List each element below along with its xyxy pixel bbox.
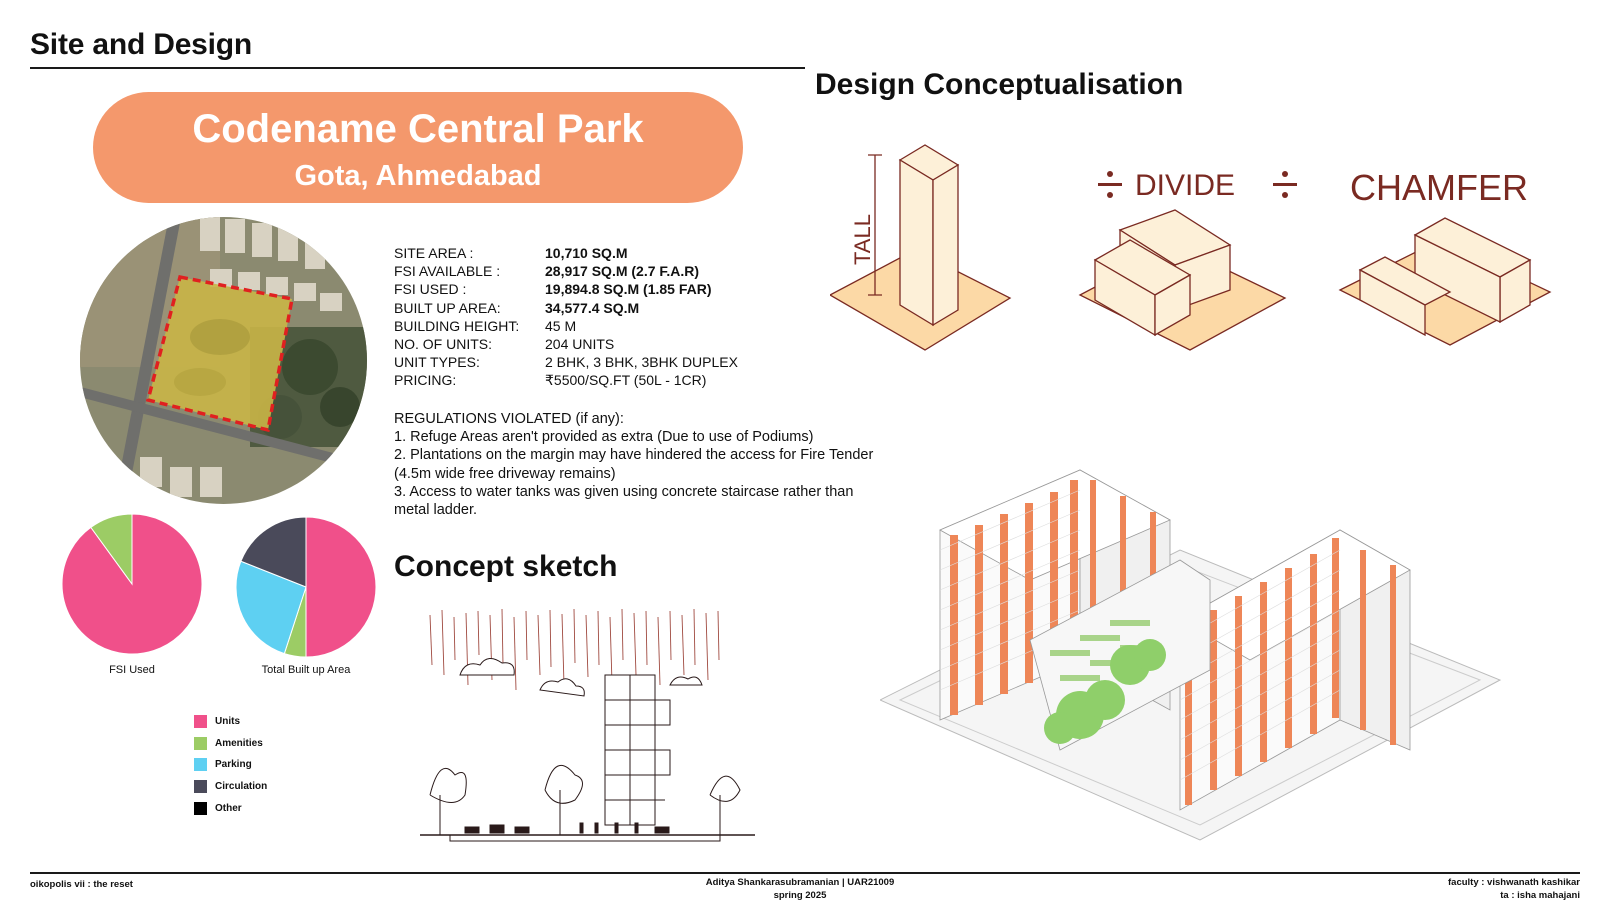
site-statistics bbox=[394, 244, 738, 390]
fsi-used-pie-chart bbox=[61, 513, 203, 655]
footer-semester: spring 2025 bbox=[773, 890, 827, 900]
regulations-heading: REGULATIONS VIOLATED (if any): bbox=[394, 411, 624, 427]
regulation-line: (4.5m wide free driveway remains) bbox=[394, 465, 616, 482]
stat-row bbox=[394, 262, 738, 280]
stat-row bbox=[394, 317, 738, 335]
massing-concept-diagrams bbox=[830, 140, 1575, 370]
stat-value: 34,577.4 SQ.M bbox=[545, 299, 640, 316]
footer-faculty bbox=[1380, 876, 1580, 900]
chamfer-label: CHAMFER bbox=[1350, 167, 1528, 208]
legend-label: Parking bbox=[215, 759, 252, 771]
built-up-area-pie-chart bbox=[235, 516, 377, 658]
regulations-block bbox=[394, 410, 924, 519]
legend-label: Circulation bbox=[215, 781, 268, 793]
stat-label: NO. OF UNITS: bbox=[394, 336, 492, 353]
regulation-line: 2. Plantations on the margin may have hindered the access for Fire Tender bbox=[394, 447, 874, 464]
legend-swatch bbox=[194, 737, 207, 750]
pie-slice-units bbox=[306, 517, 376, 657]
chart-legend bbox=[194, 711, 267, 819]
footer-author-name: Aditya Shankarasubramanian | UAR21009 bbox=[705, 877, 895, 888]
legend-swatch bbox=[194, 758, 207, 771]
legend-swatch bbox=[194, 715, 207, 728]
legend-item bbox=[194, 754, 267, 776]
stat-row bbox=[394, 371, 738, 389]
site-satellite-map bbox=[80, 217, 367, 504]
project-banner bbox=[93, 92, 743, 203]
legend-item bbox=[194, 711, 267, 733]
stat-label: BUILT UP AREA: bbox=[394, 299, 501, 316]
project-location: Gota, Ahmedabad bbox=[294, 160, 542, 192]
axonometric-building-render bbox=[880, 410, 1520, 860]
stat-row bbox=[394, 353, 738, 371]
divide-massing bbox=[1080, 210, 1285, 350]
regulation-line: 3. Access to water tanks was given using concrete staircase rather than bbox=[394, 483, 854, 500]
divide-symbol-right bbox=[1273, 171, 1297, 198]
stat-row bbox=[394, 299, 738, 317]
built-up-area-chart-title: Total Built up Area bbox=[261, 664, 351, 676]
fsi-used-chart-title: FSI Used bbox=[109, 664, 155, 676]
concept-sketch-drawing bbox=[420, 605, 755, 850]
page-title: Site and Design bbox=[30, 28, 253, 61]
footer-divider bbox=[30, 872, 1580, 874]
legend-label: Units bbox=[215, 716, 240, 728]
regulation-line: 1. Refuge Areas aren't provided as extra (Due to use of Podiums) bbox=[394, 429, 814, 446]
stat-value: 204 UNITS bbox=[545, 336, 615, 353]
stat-value: 28,917 SQ.M (2.7 F.A.R) bbox=[545, 263, 700, 280]
footer-course-name: oikopolis vii : the reset bbox=[30, 879, 133, 890]
stat-label: FSI USED : bbox=[394, 281, 467, 298]
stat-value: 10,710 SQ.M bbox=[545, 245, 628, 261]
stat-row bbox=[394, 244, 738, 262]
footer-faculty-name: faculty : vishwanath kashikar bbox=[1448, 877, 1580, 888]
legend-swatch bbox=[194, 780, 207, 793]
regulation-line: metal ladder. bbox=[394, 502, 478, 519]
legend-item bbox=[194, 776, 267, 798]
chamfer-massing bbox=[1340, 218, 1550, 345]
design-conceptualisation-heading: Design Conceptualisation bbox=[815, 68, 1184, 101]
legend-swatch bbox=[194, 802, 207, 815]
divide-symbol-left bbox=[1098, 171, 1122, 198]
tall-label: TALL bbox=[850, 214, 875, 265]
concept-sketch-heading: Concept sketch bbox=[394, 550, 618, 583]
project-name: Codename Central Park bbox=[192, 107, 644, 151]
stat-value: 45 M bbox=[545, 317, 577, 334]
footer-ta-name: ta : isha mahajani bbox=[1500, 890, 1580, 900]
divide-label: DIVIDE bbox=[1135, 169, 1236, 202]
title-divider bbox=[30, 67, 805, 69]
legend-item bbox=[194, 797, 267, 819]
legend-item bbox=[194, 733, 267, 755]
stat-row bbox=[394, 335, 738, 353]
legend-label: Other bbox=[215, 802, 242, 814]
stat-value: ₹5500/SQ.FT (50L - 1CR) bbox=[545, 372, 707, 389]
stat-label: PRICING: bbox=[394, 372, 457, 389]
footer-author bbox=[650, 876, 950, 900]
stat-label: FSI AVAILABLE : bbox=[394, 263, 501, 280]
stat-value: 2 BHK, 3 BHK, 3BHK DUPLEX bbox=[545, 354, 738, 371]
stat-value: 19,894.8 SQ.M (1.85 FAR) bbox=[545, 281, 712, 298]
legend-label: Amenities bbox=[215, 737, 263, 749]
stat-row bbox=[394, 280, 738, 298]
stat-label: BUILDING HEIGHT: bbox=[394, 317, 520, 334]
stat-label: SITE AREA : bbox=[394, 245, 474, 261]
stat-label: UNIT TYPES: bbox=[394, 354, 480, 371]
